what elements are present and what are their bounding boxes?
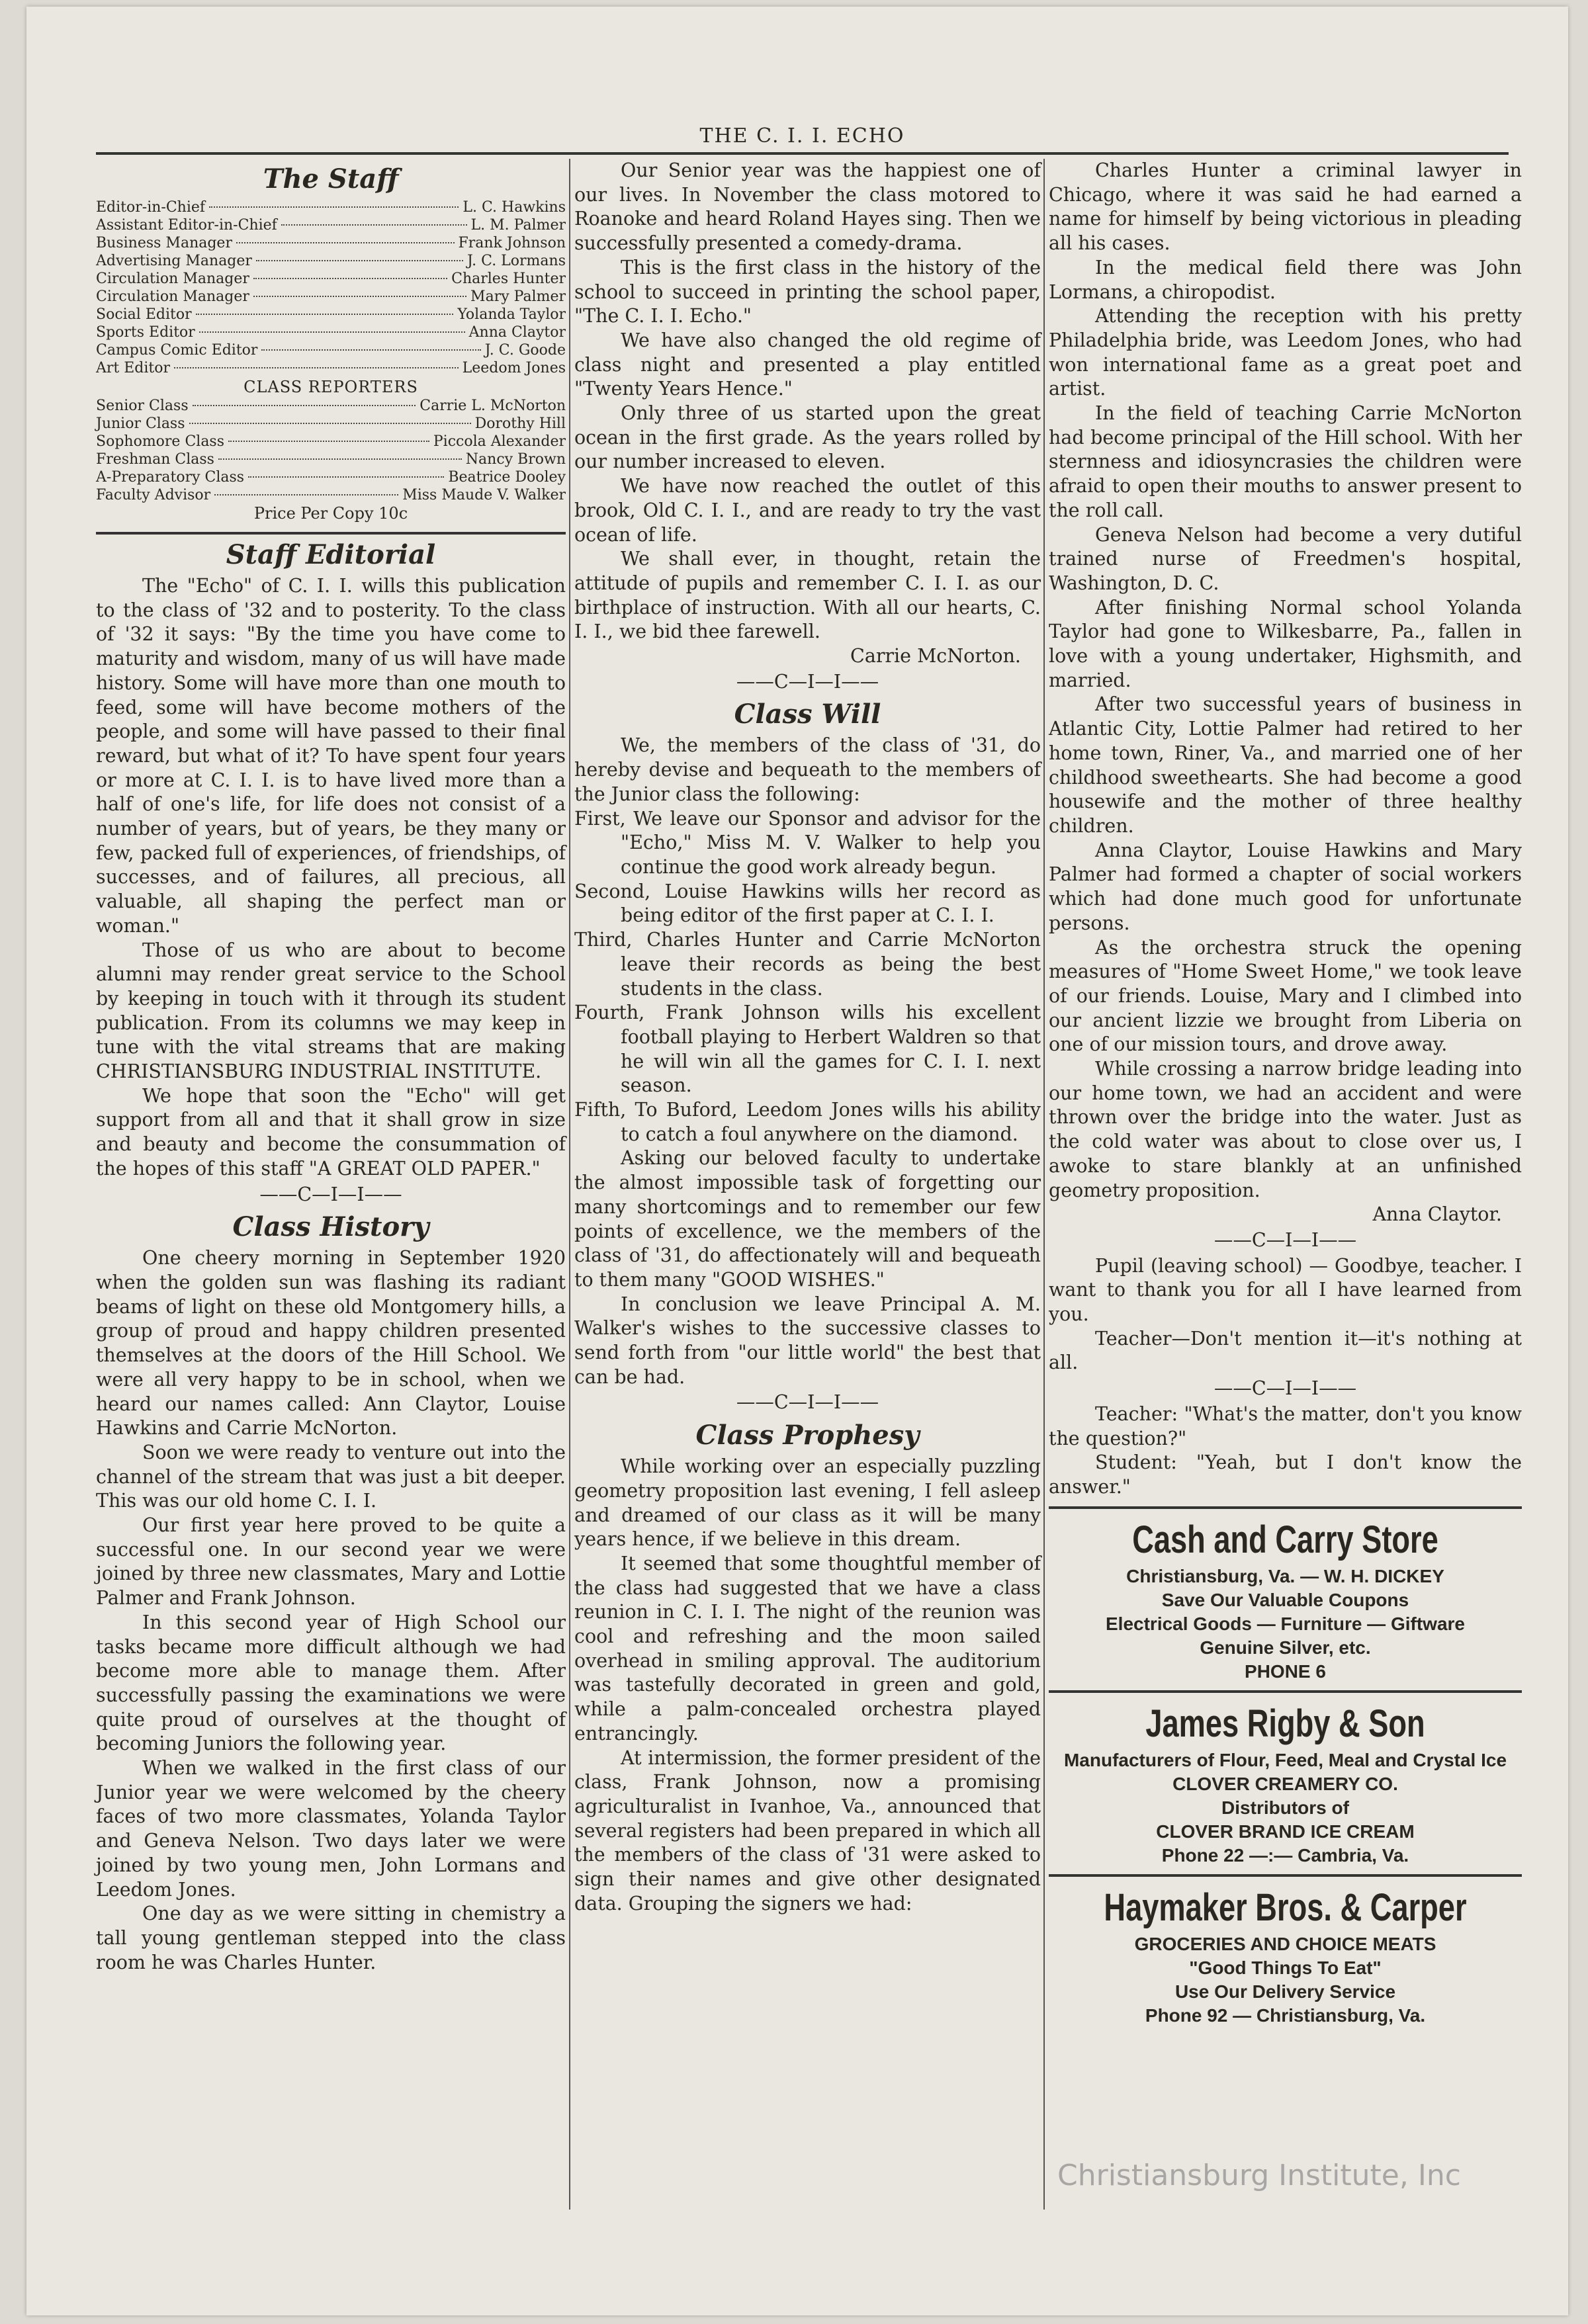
will-paragraph: Asking our beloved faculty to undertake the almost impossible task of forgetting our many shortcomings and to remember our few points of excellence, we the members of the class of '31, do affectionately will and bequeath to them many "GOOD WISHES." [574,1147,1041,1291]
ad-line: Save Our Valuable Coupons [1161,1589,1409,1610]
staff-role: Art Editor [96,360,171,376]
reporter-name: Carrie L. McNorton [419,398,566,414]
staff-name: Anna Claytor [468,324,566,341]
history-paragraph: When we walked in the first class of our Junior year we were welcomed by the cheery faces of two more classmates, Yolanda Taylor and Geneva Nelson. Two days later we were joined by two young men, John Lormans and Leedom Jones. [96,1757,566,1901]
prophesy-paragraph: While crossing a narrow bridge leading into our home town, we had an accident and were thrown over the bridge into the water. Just as the cold water was about to close over us, I awoke to stare blankly at an unfinished geometry proposition. [1049,1058,1522,1201]
history-heading: Class History [232,1211,429,1243]
staff-row [96,288,566,306]
reporter-row [96,451,566,468]
reporter-role: Freshman Class [96,451,214,468]
ad-line: Electrical Goods — Furniture — Giftware [1106,1613,1465,1634]
will-intro: We, the members of the class of '31, do hereby devise and bequeath to the members of the Junior class the following: [574,734,1041,805]
advertisement [1049,1883,1522,2028]
staff-row [96,323,566,341]
staff-row [96,198,566,216]
reporter-row [96,486,566,504]
column-1 [96,159,566,1975]
prophesy-paragraph: Geneva Nelson had become a very dutiful trained nurse of Freedmen's hospital, Washington, D. C. [1049,523,1522,594]
separator: ——C—I—I—— [736,670,879,693]
history-paragraph: We shall ever, in thought, retain the attitude of pupils and remember C. I. I. as our birthplace of instruction. With all our hearts, C. I. I., we bid thee farewell. [574,548,1041,643]
staff-name: Charles Hunter [451,271,566,287]
staff-row [96,270,566,288]
staff-role: Advertising Manager [96,253,252,269]
history-paragraph: This is the first class in the history of the school to succeed in printing the school paper, "The C. I. I. Echo." [574,256,1041,327]
ad-line: Genuine Silver, etc. [1200,1637,1371,1658]
staff-role: Editor-in-Chief [96,199,206,216]
reporter-name: Nancy Brown [465,451,566,468]
prophesy-paragraph: Attending the reception with his pretty Philadelphia bride, was Leedom Jones, who had won international fame as a great poet and artist. [1049,305,1522,400]
reporter-name: Dorothy Hill [474,415,566,432]
editorial-heading: Staff Editorial [226,539,436,570]
will-heading: Class Will [734,699,881,730]
will-item: First, We leave our Sponsor and advisor for the "Echo," Miss M. V. Walker to help you continue the good work already begun. [574,807,1041,878]
watermark: Christiansburg Institute, Inc [1057,2159,1461,2192]
ad-line: CLOVER BRAND ICE CREAM [1156,1821,1415,1842]
column-2 [574,159,1041,1916]
editorial-paragraph: We hope that soon the "Echo" will get support from all and that it shall grow in size and beauty and become the consummation of the hopes of this staff "A GREAT OLD PAPER." [96,1084,566,1180]
reporter-row [96,415,566,433]
staff-name: Yolanda Taylor [457,306,566,323]
staff-role: Sports Editor [96,324,195,341]
section-rule [96,532,566,535]
ad-line: Phone 92 — Christiansburg, Va. [1145,2004,1426,2026]
advertisement [1049,1516,1522,1684]
reporter-role: Junior Class [96,415,185,432]
prophesy-signature: Anna Claytor. [1372,1203,1502,1226]
reporter-role: A-Preparatory Class [96,469,245,486]
history-paragraph: One cheery morning in September 1920 when the golden sun was flashing its radiant beams of light on these old Montgomery hills, a group of proud and happy children presented themselves at the doors of the Hill School. We were all very happy to be in school, when we heard our names called: Ann Claytor, Louise Hawkins and Carrie McNorton. [96,1247,566,1440]
history-paragraph: Soon we were ready to venture out into the channel of the stream that was just a bit deeper. This was our old home C. I. I. [96,1441,566,1512]
prophesy-paragraph: As the orchestra struck the opening measures of "Home Sweet Home," we took leave of our friends. Louise, Mary and I climbed into our ancient lizzie we brought from Liberia on one of our mission tours, and drove away. [1049,936,1522,1056]
staff-row [96,306,566,323]
reporter-name: Miss Maude V. Walker [402,487,566,503]
column-3 [1049,159,1522,2028]
staff-row [96,359,566,377]
staff-list [96,198,566,377]
joke-line: Student: "Yeah, but I don't know the answer." [1049,1451,1522,1498]
ad-name: Cash and Carry Store [1132,1518,1438,1561]
ad-line: Phone 22 —:— Cambria, Va. [1161,1844,1409,1866]
staff-name: Leedom Jones [462,360,566,376]
editorial-paragraph: The "Echo" of C. I. I. wills this publication to the class of '32 and to posterity. To the class of '32 it says: "By the time you have come to maturity and wisdom, many of us will have made history. Some will have more than one mouth to feed, some will have become mothers of the people, and some will have passed to their final reward, but what of it? To have spent four years or more at C. I. I. is to have lived more than a half of one's life, for life does not consist of a number of years, but of years, be they many or few, packed full of experiences, of friendships, of successes, and of failures, all precious, all valuable, all shaping the perfect man or woman." [96,575,566,937]
advertisement [1049,1700,1522,1868]
separator: ——C—I—I—— [736,1391,879,1414]
ad-line: GROCERIES AND CHOICE MEATS [1134,1933,1436,1954]
prophesy-paragraph: At intermission, the former president of the class, Frank Johnson, now a promising agriculturalist in Ivanhoe, Va., announced that several registers had been prepared in which all the members of the class of '31 were asked to sign their names and give other designated data. Grouping the signers we had: [574,1746,1041,1915]
price-per-copy: Price Per Copy 10c [253,504,408,523]
staff-heading: The Staff [263,163,399,194]
staff-role: Circulation Manager [96,271,249,287]
prophesy-paragraph: After finishing Normal school Yolanda Taylor had gone to Wilkesbarre, Pa., fallen in love with a young undertaker, Highsmith, and married. [1049,596,1522,691]
staff-role: Business Manager [96,235,232,251]
staff-row [96,341,566,359]
prophesy-paragraph: Charles Hunter a criminal lawyer in Chicago, where it was said he had earned a name for himself by being victorious in pleading all his cases. [1049,159,1522,255]
staff-role: Campus Comic Editor [96,342,258,359]
reporter-name: Beatrice Dooley [448,469,566,486]
reporter-row [96,468,566,486]
ad-line: Distributors of [1221,1797,1349,1818]
class-reporters-heading: CLASS REPORTERS [243,378,418,396]
ad-name: Haymaker Bros. & Carper [1104,1885,1467,1929]
will-item: Fourth, Frank Johnson wills his excellent football playing to Herbert Waldren so that he will win all the games for C. I. I. next season. [574,1002,1041,1097]
ad-rule [1049,1874,1522,1877]
prophesy-paragraph: While working over an especially puzzling geometry proposition last evening, I fell asleep and dreamed of our class as it will be many years hence, if we believe in this dream. [574,1455,1041,1551]
prophesy-paragraph: Anna Claytor, Louise Hawkins and Mary Palmer had formed a chapter of social workers which had done much good for unfortunate persons. [1049,839,1522,934]
separator: ——C—I—I—— [1213,1377,1357,1400]
staff-row [96,234,566,252]
joke-line: Teacher—Don't mention it—it's nothing at all. [1049,1327,1522,1374]
prophesy-heading: Class Prophesy [695,1420,920,1451]
masthead-rule [96,152,1509,155]
staff-name: J. C. Goode [484,342,566,359]
separator: ——C—I—I—— [1213,1228,1357,1251]
staff-name: Mary Palmer [470,288,566,305]
ad-line: Christiansburg, Va. — W. H. DICKEY [1126,1565,1444,1586]
will-item: Second, Louise Hawkins wills her record as being editor of the first paper at C. I. I. [574,880,1041,927]
prophesy-paragraph: After two successful years of business in Atlantic City, Lottie Palmer had retired to her home town, Riner, Va., and married one of her childhood sweethearts. She had become a good housewife and the mother of three healthy children. [1049,693,1522,837]
ad-rule [1049,1506,1522,1509]
history-paragraph: One day as we were sitting in chemistry a tall young gentleman stepped into the class room he was Charles Hunter. [96,1903,566,1973]
staff-role: Circulation Manager [96,288,249,305]
joke-line: Teacher: "What's the matter, don't you know the question?" [1049,1402,1522,1449]
ad-line: Manufacturers of Flour, Feed, Meal and Crystal Ice [1063,1749,1507,1770]
staff-row [96,216,566,234]
reporter-row [96,397,566,415]
reporter-role: Sophomore Class [96,433,225,450]
history-paragraph: Our Senior year was the happiest one of our lives. In November the class motored to Roanoke and heard Roland Hayes sing. Then we successfully presented a comedy-drama. [574,159,1041,255]
masthead: THE C. I. I. ECHO [699,124,905,148]
reporter-role: Faculty Advisor [96,487,211,503]
history-paragraph: We have now reached the outlet of this brook, Old C. I. I., and are ready to try the vast ocean of life. [574,475,1041,546]
staff-name: L. C. Hawkins [463,199,566,216]
will-paragraph: In conclusion we leave Principal A. M. Walker's wishes to the successive classes to send forth from "our little world" the best that can be had. [574,1293,1041,1388]
ad-line: Use Our Delivery Service [1174,1981,1396,2002]
history-paragraph: Our first year here proved to be quite a successful one. In our second year we were joined by three new classmates, Mary and Lottie Palmer and Frank Johnson. [96,1514,566,1610]
staff-name: L. M. Palmer [470,217,566,234]
reporters-list [96,397,566,504]
will-item: Third, Charles Hunter and Carrie McNorton leave their records as being the best students in the class. [574,929,1041,1000]
history-paragraph: Only three of us started upon the great ocean in the first grade. As the years rolled by our number increased to eleven. [574,402,1041,473]
reporter-role: Senior Class [96,398,189,414]
reporter-row [96,433,566,451]
column-divider [569,159,570,2210]
staff-role: Social Editor [96,306,192,323]
will-item: Fifth, To Buford, Leedom Jones wills his ability to catch a foul anywhere on the diamond. [574,1099,1041,1145]
editorial-paragraph: Those of us who are about to become alumni may render great service to the School by keeping in touch with it through its student publication. From its columns we may keep in tune with the vital streams that are making CHRISTIANSBURG INDUSTRIAL INSTITUTE. [96,939,566,1083]
ad-line: CLOVER CREAMERY CO. [1172,1773,1398,1794]
staff-name: Frank Johnson [458,235,566,251]
staff-role: Assistant Editor-in-Chief [96,217,277,234]
history-signature: Carrie McNorton. [850,645,1021,667]
joke-line: Pupil (leaving school) — Goodbye, teacher. I want to thank you for all I have learned from you. [1049,1254,1522,1326]
ad-rule [1049,1690,1522,1693]
staff-row [96,252,566,270]
prophesy-paragraph: In the field of teaching Carrie McNorton had become principal of the Hill school. With her sternness and idiosyncrasies the children were afraid to open their mouths to answer present to the roll call. [1049,402,1522,521]
prophesy-paragraph: It seemed that some thoughtful member of the class had suggested that we have a class reunion in C. I. I. The night of the reunion was cool and refreshing and the moon sailed overhead in smiling approval. The auditorium was tastefully decorated in green and gold, while a palm-concealed orchestra played entrancingly. [574,1552,1041,1744]
separator: ——C—I—I—— [259,1183,402,1205]
history-paragraph: In this second year of High School our tasks became more difficult although we had become more able to manage them. After successfully passing the examinations we were quite proud of ourselves at the thought of becoming Juniors the following year. [96,1611,566,1755]
prophesy-paragraph: In the medical field there was John Lormans, a chiropodist. [1049,256,1522,303]
history-paragraph: We have also changed the old regime of class night and presented a play entitled "Twenty Years Hence." [574,329,1041,400]
column-divider [1043,159,1045,2210]
staff-name: J. C. Lormans [467,253,566,269]
ad-line: PHONE 6 [1245,1660,1326,1682]
reporter-name: Piccola Alexander [433,433,566,450]
staff-box [96,163,566,523]
ad-line: "Good Things To Eat" [1189,1957,1382,1978]
ad-name: James Rigby & Son [1145,1701,1425,1745]
